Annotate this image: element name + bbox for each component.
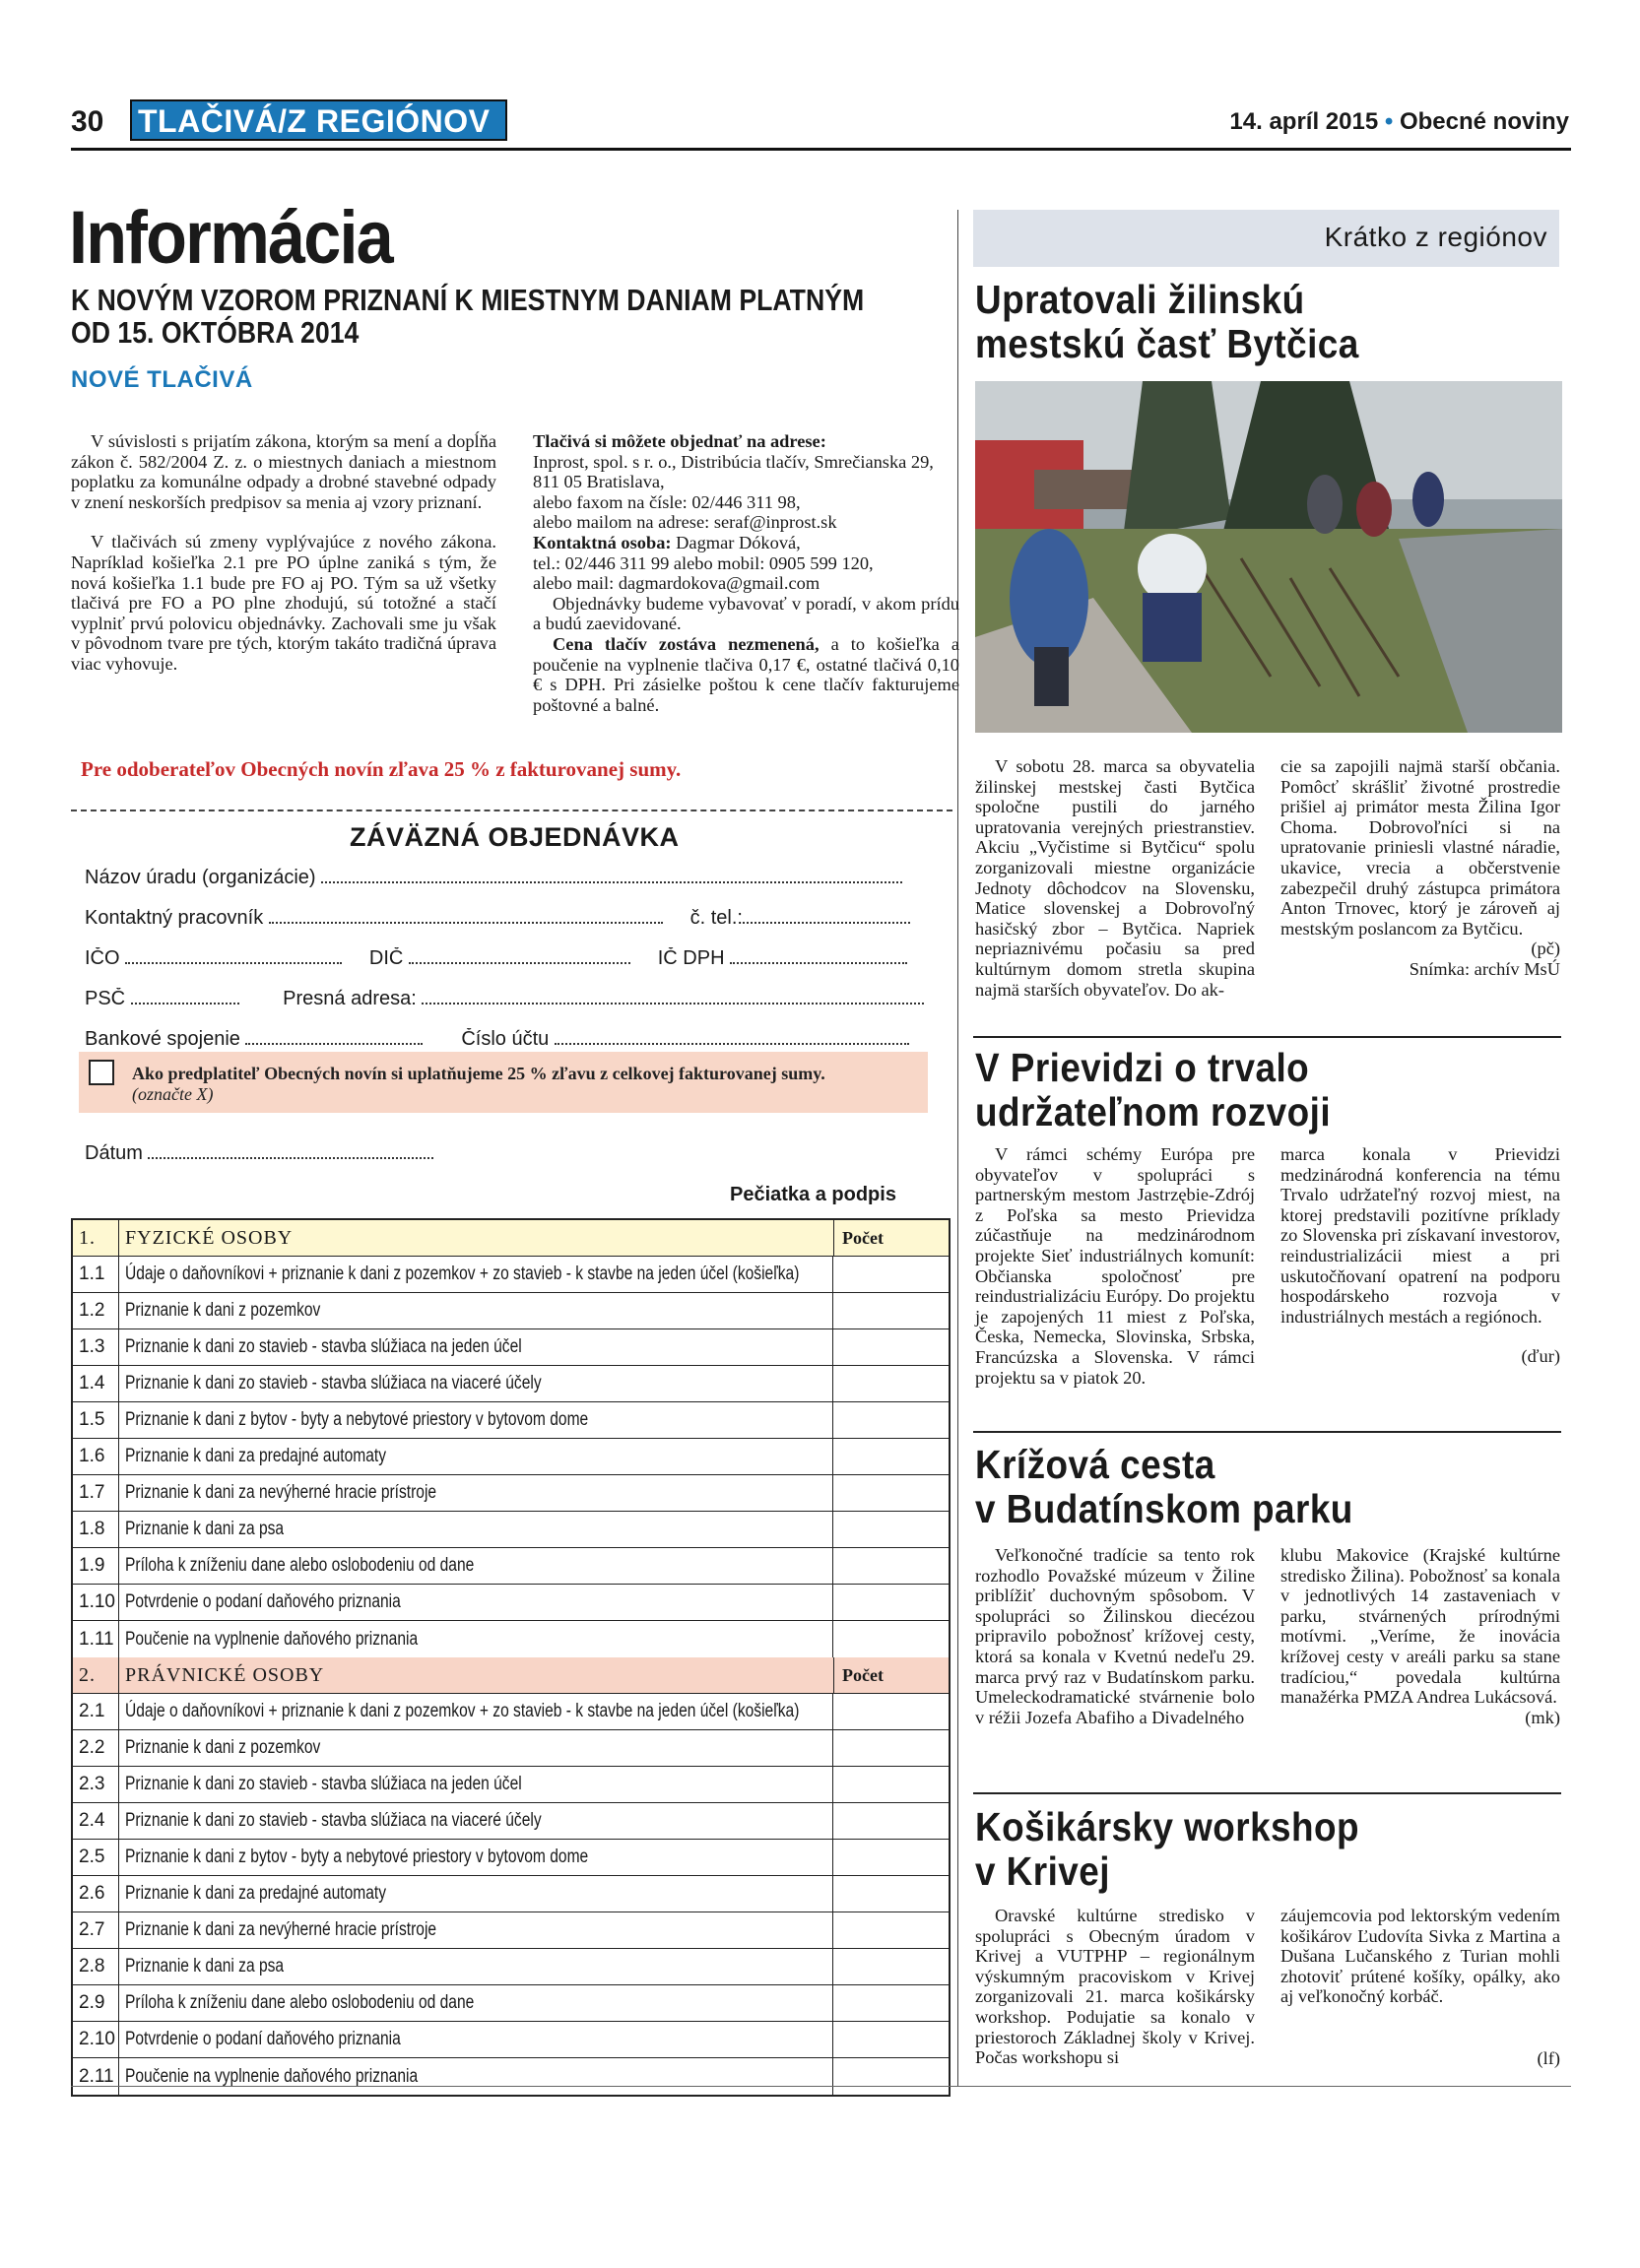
form-name-cell [119, 1694, 833, 1729]
regions-box [973, 210, 1559, 267]
field-label: IČ DPH [657, 947, 725, 969]
article-text: V sobotu 28. marca sa obyvatelia žilinskej mestskej časti Bytčica spoločne pustili do jarného upratovania verejných priestranstiev. Akciu „Vyčistime si Bytčicu“ spolu zorganizovali miestne organizácie Jednoty dôchodcov na Slovensku, Matice slovenskej a Dobrovoľný hasičský zbor – Bytčica. Napriek nepriaznivému počasiu sa pred kultúrnym domom stretla skupina najmä starších obyvateľov. Do ak- [975, 756, 1255, 1000]
form-name: Príloha k zníženiu dane alebo oslobodeniu od dane [125, 1992, 475, 2013]
count-cell[interactable] [833, 1439, 949, 1474]
form-name-cell [119, 1949, 833, 1984]
subscriber-checkbox[interactable] [89, 1060, 114, 1085]
fill-line[interactable] [555, 1031, 909, 1045]
article-divider [973, 1431, 1561, 1433]
table-row [73, 1912, 949, 1949]
paragraph: V tlačivách sú zmeny vyplývajúce z nového zákona. Napríklad košieľka 2.1 pre PO úplne zaniká s tým, že nová košieľka 1.1 bude pre FO aj PO. Tým sa už všetky tlačivá pre FO a PO plne zhodujú, sú totožné a stačí vyplniť prvú polovicu objednávky. Zachovali sme ju však v pôvodnom tvare pre tých, ktorým takáto tradičná úprava viac vyhovuje. [71, 532, 496, 674]
table-row [73, 1730, 949, 1767]
subscriber-note: (označte X) [132, 1084, 214, 1104]
count-cell[interactable] [833, 2022, 949, 2057]
field-label: Číslo účtu [461, 1028, 550, 1050]
kicker: NOVÉ TLAČIVÁ [71, 366, 253, 393]
headline-line: v Krivej [975, 1848, 1110, 1894]
count-cell[interactable] [833, 1985, 949, 2021]
fill-line[interactable] [321, 870, 902, 883]
article-divider [973, 1792, 1561, 1794]
forms-table [71, 1218, 951, 2097]
form-name-cell [119, 1803, 833, 1839]
headline-line: V Prievidzi o trvalo [975, 1045, 1310, 1090]
article-text-continued [1280, 1144, 1560, 1367]
article-headline[interactable] [975, 1805, 1596, 1894]
article-text: Veľkonočné tradície sa tento rok rozhodlo Považské múzeum v Žiline priblížiť duchovným spôsobom. V spolupráci so Žilinskou diecézou pripravilo pobožnosť krížovej cesty, ktorá sa konala v Kvetnú nedeľu 29. marca prvý raz v Budatínskom parku. Umeleckodramatické stvárnenie bolo v réžii Jozefa Abafiho a Divadelného [975, 1545, 1255, 1727]
main-subtitle [71, 284, 918, 349]
table-row [73, 1366, 949, 1402]
form-name-cell [119, 1329, 833, 1365]
order-form-title: ZÁVÄZNÁ OBJEDNÁVKA [350, 822, 680, 852]
bank-field[interactable] [85, 1028, 942, 1051]
form-name: Priznanie k dani za predajné automaty [125, 1446, 387, 1466]
section-title: FYZICKÉ OSOBY [125, 1226, 294, 1249]
headline-line: v Budatínskom parku [975, 1486, 1353, 1531]
form-name-cell [119, 1876, 833, 1912]
fill-line[interactable] [743, 910, 910, 924]
headline-line: udržateľnom rozvoji [975, 1089, 1332, 1134]
form-name-cell [119, 1767, 833, 1802]
form-number: 1.4 [73, 1366, 119, 1401]
table-row [73, 1329, 949, 1366]
count-cell[interactable] [833, 1257, 949, 1292]
address-line: alebo mailom na adrese: seraf@inprost.sk [533, 512, 837, 533]
bullet-icon: • [1384, 108, 1394, 135]
cut-line [71, 810, 952, 811]
form-name: Priznanie k dani za nevýherné hracie prístroje [125, 1482, 437, 1503]
regions-box-title: Krátko z regiónov [1324, 222, 1547, 252]
table-row [73, 1840, 949, 1876]
field-label: PSČ [85, 988, 126, 1009]
article-text: záujemcovia pod lektorským vedením košikárov Ľudovíta Sivka z Martina a Dušana Lučanského z Turian mohli zhotoviť prútené košíky, opálky, ako aj veľkonočný korbáč. [1280, 1906, 1560, 2007]
fill-line[interactable] [269, 910, 663, 924]
table-row [73, 1621, 949, 1657]
form-name-cell [119, 1366, 833, 1401]
form-name-cell [119, 1439, 833, 1474]
count-cell[interactable] [833, 1548, 949, 1584]
table-row [73, 1876, 949, 1912]
table-row [73, 1585, 949, 1621]
form-name-cell [119, 1512, 833, 1547]
table-row [73, 1985, 949, 2022]
form-name: Priznanie k dani za psa [125, 1519, 285, 1539]
table-row [73, 1694, 949, 1730]
form-name: Priznanie k dani z bytov - byty a nebytové priestory v bytovom dome [125, 1847, 589, 1867]
headline-line: mestskú časť Bytčica [975, 321, 1359, 366]
table-row [73, 1475, 949, 1512]
form-number: 1.11 [73, 1621, 119, 1657]
article-divider [973, 1036, 1561, 1038]
bottom-rule [71, 2086, 1571, 2087]
address-line: Inprost, spol. s r. o., Distribúcia tlačív, Smrečianska 29, [533, 451, 934, 472]
form-number: 2.8 [73, 1949, 119, 1984]
section-number: 1. [73, 1220, 119, 1256]
form-name: Priznanie k dani zo stavieb - stavba slúžiaca na jeden účel [125, 1774, 522, 1794]
paper-name: Obecné noviny [1399, 108, 1569, 135]
contact-line: alebo mail: dagmardokova@gmail.com [533, 573, 820, 594]
form-name-cell [119, 1293, 833, 1328]
count-cell[interactable] [833, 1876, 949, 1912]
form-number: 2.9 [73, 1985, 119, 2021]
section-title-cell [119, 1657, 833, 1693]
signature: (ďur) [1521, 1346, 1560, 1367]
article-text: Oravské kultúrne stredisko v spolupráci s Obecným úradom v Krivej a VUTPHP – regionálnym výskumným pracoviskom v Krivej zorganizovali 21. marca košikársky workshop. Podujatie sa konalo v priestoroch Základnej školy v Krivej. Počas workshopu si [975, 1906, 1255, 2068]
table-row [73, 1949, 949, 1985]
contact-line [533, 533, 959, 553]
field-label: č. tel.: [689, 907, 743, 929]
po-rows [73, 1694, 949, 2095]
top-rule [71, 148, 1571, 151]
table-row [73, 1293, 949, 1329]
form-name: Priznanie k dani zo stavieb - stavba slúžiaca na viaceré účely [125, 1373, 542, 1393]
form-name: Priznanie k dani za predajné automaty [125, 1883, 387, 1904]
form-name: Priznanie k dani zo stavieb - stavba slúžiaca na viaceré účely [125, 1810, 542, 1831]
form-name: Priznanie k dani z bytov - byty a nebytové priestory v bytovom dome [125, 1409, 589, 1430]
page-number: 30 [71, 105, 104, 138]
form-number: 1.10 [73, 1585, 119, 1620]
form-number: 1.3 [73, 1329, 119, 1365]
table-row [73, 1803, 949, 1840]
form-name-cell [119, 2022, 833, 2057]
contact-line: tel.: 02/446 311 99 alebo mobil: 0905 599 120, [533, 552, 874, 573]
fill-line[interactable] [422, 991, 924, 1004]
article-headline[interactable] [975, 278, 1596, 366]
fill-line[interactable] [409, 950, 630, 964]
field-label: DIČ [368, 947, 404, 969]
subtitle-line: K NOVÝM VZOROM PRIZNANÍ K MIESTNYM DANIAM PLATNÝM [71, 283, 865, 317]
dateline [1229, 108, 1569, 136]
field-label: Presná adresa: [283, 988, 417, 1009]
article-text: V rámci schémy Európa pre obyvateľov v spolupráci s partnerským mestom Jastrzębie-Zdrój z Poľska sa mesto Prievidza zúčastňuje na medzinárodnom projekte Sieť industriálnych komunít: Občianska spoločnosť pre reindustrializáciu Európy. Do projektu je zapojených 11 miest z Poľska, Česka, Nemecka, Slovinska, Srbska, Francúzska a Slovenska. V rámci projektu sa v piatok 20. [975, 1144, 1255, 1388]
price-paragraph [533, 634, 959, 715]
form-number: 2.10 [73, 2022, 119, 2057]
form-number: 2.7 [73, 1912, 119, 1948]
address-line: 811 05 Bratislava, [533, 472, 665, 492]
form-name: Poučenie na vyplnenie daňového priznania [125, 1628, 419, 1650]
count-cell[interactable] [833, 1621, 949, 1657]
field-label: Dátum [85, 1142, 143, 1164]
article-text: marca konala v Prievidzi medzinárodná konferencia na tému Trvalo udržateľný rozvoj miest, na ktorej predstavili pozitívne príklady zo Slovenska pri získavaní investorov, reindustrializácii miest a pri uskutočňovaní opatrení na podporu hospodárskeho rozvoja v industriálnych mestách a regiónoch. [1280, 1144, 1560, 1327]
table-section-header [73, 1657, 949, 1694]
form-name-cell [119, 2058, 833, 2095]
photo-illustration [975, 381, 1562, 733]
price-text: a to košieľka a poučenie na vyplnenie tlačiva 0,17 €, ostatné tlačivá 0,10 € s DPH. Pri zásielke poštou k cene tlačív fakturujeme poštovné a balné. [533, 633, 959, 715]
form-number: 2.1 [73, 1694, 119, 1729]
count-cell[interactable] [833, 1293, 949, 1328]
contact-field[interactable] [85, 907, 942, 930]
section-title: PRÁVNICKÉ OSOBY [125, 1663, 325, 1686]
paragraph: V súvislosti s prijatím zákona, ktorým sa mení a dopĺňa zákon č. 582/2004 Z. z. o miestnych daniach a miestnom poplatku za komunálne odpady a drobné stavebné odpady v znení neskorších predpisov sa menia aj vzory priznaní. [71, 431, 496, 512]
count-cell[interactable] [833, 1730, 949, 1766]
form-number: 2.5 [73, 1840, 119, 1875]
paragraph: Objednávky budeme vybavovať v poradí, v akom prídu a budú zaevidované. [533, 593, 959, 634]
price-bold: Cena tlačív zostáva nezmenená, [553, 633, 820, 654]
signature: (mk) [1525, 1707, 1560, 1727]
form-name-cell [119, 1730, 833, 1766]
count-cell[interactable] [833, 1840, 949, 1875]
contact-label: Kontaktná osoba: [533, 532, 672, 552]
form-name-cell [119, 1548, 833, 1584]
form-number: 2.2 [73, 1730, 119, 1766]
count-cell[interactable] [833, 1512, 949, 1547]
table-row [73, 1767, 949, 1803]
subscriber-text: Ako predplatiteľ Obecných novín si uplatňujeme 25 % zľavu z celkovej fakturovanej sumy. [132, 1064, 825, 1083]
section-number: 2. [73, 1657, 119, 1693]
cleanup-photo [975, 381, 1562, 733]
table-row [73, 1548, 949, 1585]
form-name: Priznanie k dani za nevýherné hracie prístroje [125, 1919, 437, 1940]
headline-line: Krížová cesta [975, 1442, 1215, 1487]
form-number: 2.4 [73, 1803, 119, 1839]
photo-credit: Snímka: archív MsÚ [1409, 958, 1560, 979]
signature: (lf) [1537, 2047, 1560, 2068]
contact-name: Dagmar Dóková, [671, 532, 801, 552]
address-line: alebo faxom na čísle: 02/446 311 98, [533, 491, 801, 512]
order-info-column [533, 431, 959, 715]
count-header: Počet [833, 1220, 949, 1256]
table-row [73, 1257, 949, 1293]
fill-line[interactable] [148, 1145, 433, 1159]
form-name: Údaje o daňovníkovi + priznanie k dani z pozemkov + zo stavieb - k stavbe na jeden účel (košieľka) [125, 1264, 800, 1284]
form-number: 1.9 [73, 1548, 119, 1584]
table-row [73, 2022, 949, 2058]
count-cell[interactable] [833, 1694, 949, 1729]
form-number: 2.11 [73, 2058, 119, 2095]
fill-line[interactable] [245, 1031, 423, 1045]
order-address-label: Tlačivá si môžete objednať na adrese: [533, 431, 826, 451]
form-number: 2.6 [73, 1876, 119, 1912]
stamp-label: Pečiatka a podpis [730, 1184, 896, 1205]
count-cell[interactable] [833, 1585, 949, 1620]
issue-date: 14. apríl 2015 [1229, 108, 1379, 135]
form-number: 1.5 [73, 1402, 119, 1438]
section-label: TLAČIVÁ/Z REGIÓNOV [130, 99, 507, 141]
form-name: Priznanie k dani z pozemkov [125, 1737, 321, 1758]
count-cell[interactable] [833, 1402, 949, 1438]
form-name-cell [119, 1912, 833, 1948]
table-section-header [73, 1220, 949, 1257]
form-name: Poučenie na vyplnenie daňového priznania [125, 2065, 419, 2087]
form-name-cell [119, 1257, 833, 1292]
form-number: 1.8 [73, 1512, 119, 1547]
section-title-cell [119, 1220, 833, 1256]
form-name: Potvrdenie o podaní daňového priznania [125, 2029, 401, 2049]
form-name: Priznanie k dani za psa [125, 1956, 285, 1976]
discount-note: Pre odoberateľov Obecných novín zľava 25 % z fakturovanej sumy. [81, 757, 682, 781]
count-cell[interactable] [833, 2058, 949, 2095]
count-cell[interactable] [833, 1767, 949, 1802]
form-name: Údaje o daňovníkovi + priznanie k dani z pozemkov + zo stavieb - k stavbe na jeden účel (košieľka) [125, 1701, 800, 1721]
field-label: Kontaktný pracovník [85, 907, 264, 929]
article-text-continued [1280, 756, 1560, 980]
form-name: Potvrdenie o podaní daňového priznania [125, 1591, 401, 1612]
form-name-cell [119, 1475, 833, 1511]
table-row [73, 1512, 949, 1548]
count-header: Počet [833, 1657, 949, 1693]
form-name-cell [119, 1621, 833, 1657]
fill-line[interactable] [125, 950, 342, 964]
intro-column [71, 431, 496, 675]
form-number: 1.7 [73, 1475, 119, 1511]
form-number: 1.1 [73, 1257, 119, 1292]
count-cell[interactable] [833, 1366, 949, 1401]
count-cell[interactable] [833, 1949, 949, 1984]
article-headline[interactable] [975, 1046, 1596, 1134]
headline-line: Košikársky workshop [975, 1804, 1360, 1849]
fill-line[interactable] [730, 950, 907, 964]
date-field[interactable] [85, 1142, 433, 1165]
form-name: Priznanie k dani z pozemkov [125, 1300, 321, 1321]
headline-line: Upratovali žilinskú [975, 277, 1305, 322]
fill-line[interactable] [131, 991, 239, 1004]
form-name: Príloha k zníženiu dane alebo oslobodeniu od dane [125, 1555, 475, 1576]
article-text: cie sa zapojili najmä starší občania. Pomôcť skrášliť životné prostredie prišiel aj primátor mesta Žilina Igor Choma. Dobrovoľníci si na upratovanie priniesli vlastné náradie, ukavice, vrecia a občerstvenie zabezpečil druhý zástupca primátora Anton Trnovec, ktorý je zároveň aj mestským poslancom za Bytčicu. [1280, 756, 1560, 939]
fo-rows [73, 1257, 949, 1657]
form-name-cell [119, 1985, 833, 2021]
office-field[interactable] [85, 867, 942, 889]
table-row [73, 1402, 949, 1439]
article-text-continued [1280, 1545, 1560, 1727]
form-number: 1.2 [73, 1293, 119, 1328]
table-row [73, 2058, 949, 2095]
table-row [73, 1439, 949, 1475]
article-text: klubu Makovice (Krajské kultúrne stredisko Žilina). Pobožnosť sa konala v jednotlivých 14 zastaveniach v parku, stvárnených prírodnými motívmi. „Veríme, že inovácia krížovej cesty v areáli parku sa stane tradíciou,“ povedala kultúrna manažérka PMZA Andrea Lukácsová. [1280, 1545, 1560, 1708]
form-number: 2.3 [73, 1767, 119, 1802]
form-name: Priznanie k dani zo stavieb - stavba slúžiaca na jeden účel [125, 1336, 522, 1357]
form-name-cell [119, 1585, 833, 1620]
article-text-continued [1280, 1906, 1560, 2069]
field-label: Názov úradu (organizácie) [85, 867, 316, 888]
count-cell[interactable] [833, 1803, 949, 1839]
article-headline[interactable] [975, 1443, 1596, 1531]
form-name-cell [119, 1840, 833, 1875]
form-name-cell [119, 1402, 833, 1438]
main-title: Informácia [69, 196, 392, 280]
field-label: Bankové spojenie [85, 1028, 240, 1050]
form-number: 1.6 [73, 1439, 119, 1474]
count-cell[interactable] [833, 1329, 949, 1365]
count-cell[interactable] [833, 1912, 949, 1948]
id-fields[interactable] [85, 947, 942, 970]
address-field[interactable] [85, 988, 942, 1010]
subtitle-line: OD 15. OKTÓBRA 2014 [71, 315, 360, 350]
signature: (pč) [1531, 939, 1560, 959]
field-label: IČO [85, 947, 120, 969]
count-cell[interactable] [833, 1475, 949, 1511]
